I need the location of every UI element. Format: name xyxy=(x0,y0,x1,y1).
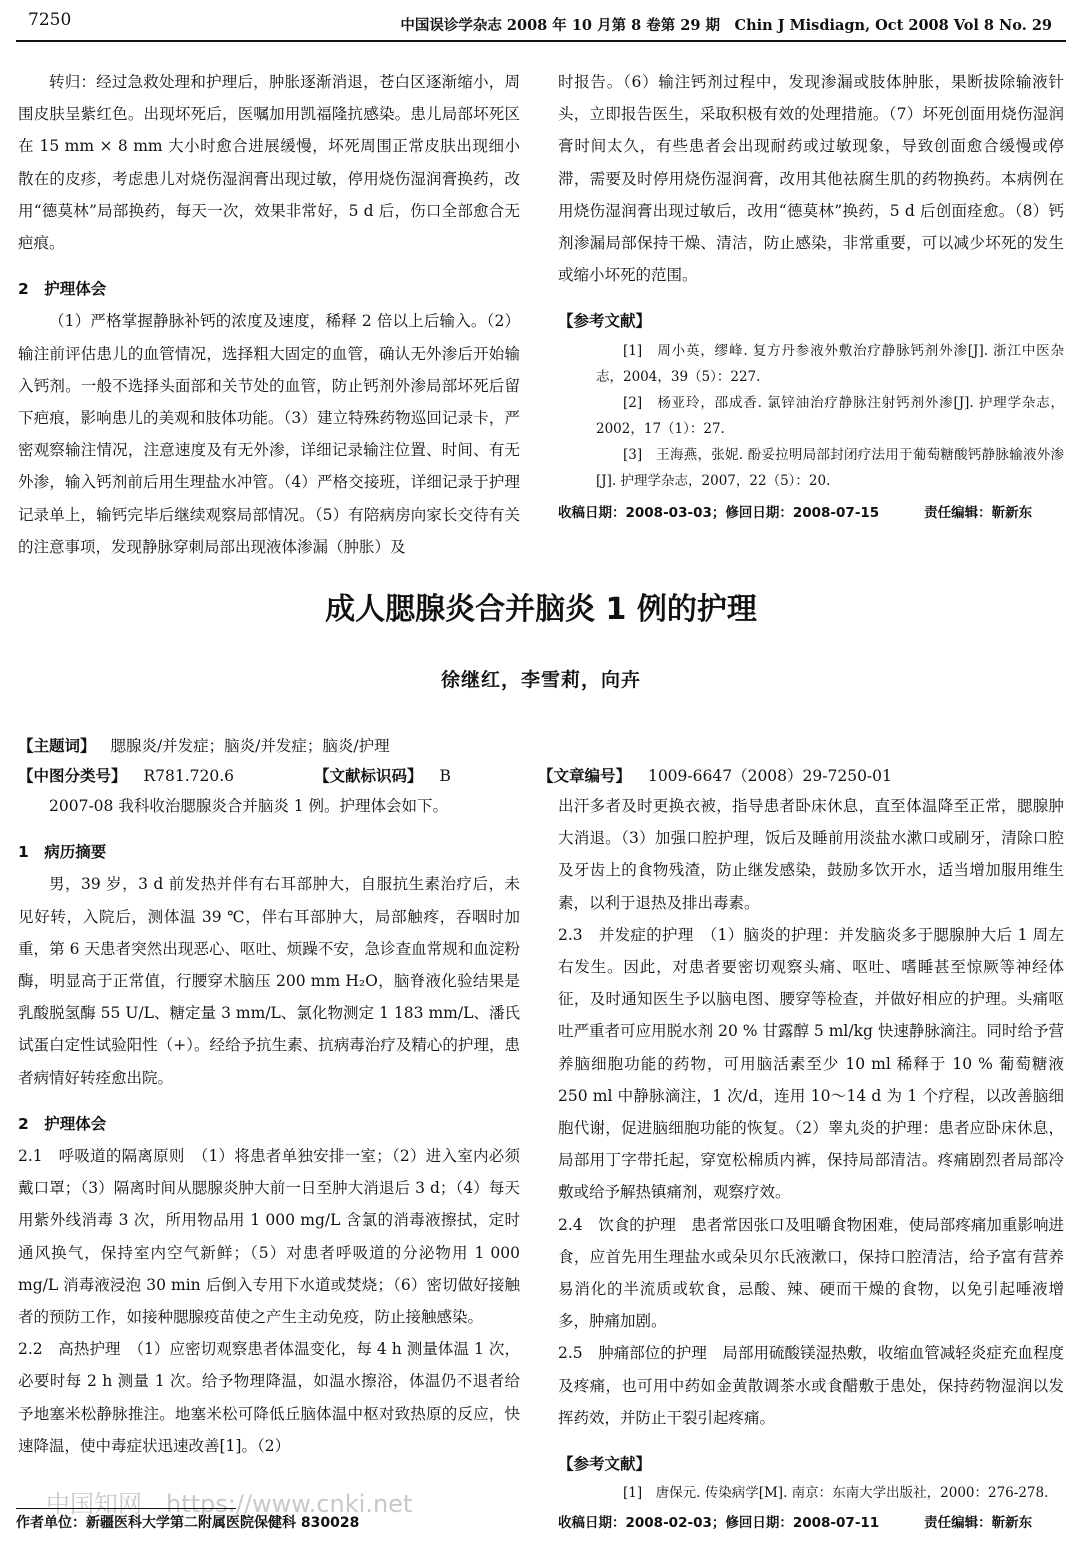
intro-paragraph: 2007-08 我科收治腮腺炎合并脑炎 1 例。护理体会如下。 xyxy=(49,797,449,815)
reference-item: [1] 唐保元. 传染病学[M]. 南京：东南大学出版社，2000：276-278. xyxy=(623,1485,1049,1502)
section2-2-continuation: 出汗多者及时更换衣被，指导患者卧床休息，直至体温降至正常，腮腺肿大消退。（3）加强口腔护理，饭后及睡前用淡盐水漱口或刷牙，清除口腔及牙齿上的食物残渣，防止继发感染，鼓励多饮开水，适当增加服用维生素，以利于退热及排出毒素。 xyxy=(558,797,1064,912)
clc-line xyxy=(18,764,234,786)
prev-dates-line xyxy=(558,496,1064,529)
section1-heading: 1 病历摘要 xyxy=(18,843,107,862)
received-dates: 收稿日期：2008-03-03；修回日期：2008-07-15 xyxy=(558,504,880,521)
doc-code-line xyxy=(314,764,451,786)
prev-refs-list xyxy=(558,338,1064,494)
article-right-column xyxy=(558,790,1064,1539)
article-dates-line xyxy=(558,1506,1064,1539)
article-title: 成人腮腺炎合并脑炎 1 例的护理 xyxy=(325,592,757,627)
page-number: 7250 xyxy=(28,10,72,30)
prev-right-text: 时报告。（6）输注钙剂过程中，发现渗漏或肢体肿胀，果断拔除输液针头，立即报告医生，采取积极有效的处理措施。（7）坏死创面用烧伤湿润膏时间太久，有些患者会出现耐药或过敏现象，导致创面愈合缓慢或停滞，需要及时停用烧伤湿润膏，改用其他祛腐生肌的药物换药。本病例在用烧伤湿润膏出现过敏后，改用“德莫林”换药，5 d 后创面痊愈。（8）钙剂渗漏局部保持干燥、清洁，防止感染，非常重要，可以减少坏死的发生或缩小坏死的范围。 xyxy=(558,73,1064,285)
doc-code-label: 【文献标识码】 xyxy=(314,767,423,785)
section2-1: 2.1 呼吸道的隔离原则 （1）将患者单独安排一室；（2）进入室内必须戴口罩；（3）隔离时间从腮腺炎肿大前一日至肿大消退后 3 d；（4）每天用紫外线消毒 3 次，所用物品用 1 000 mg/L 含氯的消毒液擦拭，定时通风换气，保持室内空气新鲜；（5）对患者呼吸道的分泌物用 1 000 mg/L 消毒液浸泡 30 min 后倒入专用下水道或焚烧；（6）密切做好接触者的预防工作，如接种腮腺疫苗使之产生主动免疫，防止接触感染。 xyxy=(18,1147,520,1327)
article-left-column xyxy=(18,790,520,1462)
clc-label: 【中图分类号】 xyxy=(18,767,127,785)
article-authors: 徐继红，李雪莉，向卉 xyxy=(440,669,641,691)
section2-5: 2.5 肿痛部位的护理 局部用硫酸镁湿热敷，收缩血管减轻炎症充血程度及疼痛，也可用中药如金黄散调茶水或食醋敷于患处，保持药物湿润以发挥药效，并防止干裂引起疼痛。 xyxy=(558,1344,1064,1427)
header-rule xyxy=(16,40,1066,42)
reference-item: [1] 周小英，缪峰. 复方丹参液外敷治疗静脉钙剂外渗[J]. 浙江中医杂志，2004，39（5）：227. xyxy=(596,342,1064,385)
keywords-line xyxy=(18,734,390,756)
article-no-line xyxy=(538,764,892,786)
received-dates: 收稿日期：2008-02-03；修回日期：2008-07-11 xyxy=(558,1515,880,1532)
prev-section2-heading: 2 护理体会 xyxy=(18,280,107,299)
footnote-rule xyxy=(16,1508,236,1509)
author-affiliation: 作者单位：新疆医科大学第二附属医院保健科 830028 xyxy=(16,1515,360,1531)
article-no-label: 【文章编号】 xyxy=(538,767,632,785)
reference-item: [2] 杨亚玲，邵成香. 氯锌油治疗静脉注射钙剂外渗[J]. 护理学杂志，2002，17（1）：27. xyxy=(596,394,1064,437)
journal-header: 中国误诊学杂志 2008 年 10 月第 8 卷第 29 期 Chin J Misdiagn, Oct 2008 Vol 8 No. 29 xyxy=(400,17,1052,34)
article-no-value: 1009-6647（2008）29-7250-01 xyxy=(647,767,892,785)
prev-left-column xyxy=(18,66,520,563)
section1-text: 男，39 岁，3 d 前发热并伴有右耳部肿大，自服抗生素治疗后，未见好转，入院后，测体温 39 ℃，伴右耳部肿大，局部触疼，吞咽时加重，第 6 天患者突然出现恶心、呕吐、烦躁不安，急诊查血常规和血淀粉酶，明显高于正常值，行腰穿术脑压 200 mm H₂O，脑脊液化验结果是乳酸脱氢酶 55 U/L、糖定量 3 mm/L、氯化物测定 1 183 mm/L、潘氏试蛋白定性试验阳性（+）。经给予抗生素、抗病毒治疗及精心的护理，患者病情好转痊愈出院。 xyxy=(18,875,520,1087)
prev-refs-title: 【参考文献】 xyxy=(558,312,652,331)
section2-2: 2.2 高热护理 （1）应密切观察患者体温变化，每 4 h 测量体温 1 次，必要时每 2 h 测量 1 次。给予物理降温，如温水擦浴，体温仍不退者给予地塞米松静脉推注。地塞米松可降低丘脑体温中枢对致热原的反应，快速降温，使中毒症状迅速改善[1]。（2） xyxy=(18,1340,520,1455)
prev-section2-text: （1）严格掌握静脉补钙的浓度及速度，稀释 2 倍以上后输入。（2）输注前评估患儿的血管情况，选择粗大固定的血管，确认无外渗后开始输入钙剂。一般不选择头面部和关节处的血管，防止钙剂外渗局部坏死后留下疤痕，影响患儿的美观和肢体功能。（3）建立特殊药物巡回记录卡，严密观察输注情况，注意速度及有无外渗，详细记录输注位置、时间、有无外渗，输入钙剂前后用生理盐水冲管。（4）严格交接班，详细记录于护理记录单上，输钙完毕后继续观察局部情况。（5）有陪病房向家长交待有关的注意事项，发现静脉穿刺局部出现液体渗漏（肿胀）及 xyxy=(18,312,520,556)
keywords: 腮腺炎/并发症；脑炎/并发症；脑炎/护理 xyxy=(110,737,390,755)
editor: 责任编辑：靳新东 xyxy=(924,504,1033,521)
keywords-label: 【主题词】 xyxy=(18,737,96,755)
prev-outcome-paragraph: 转归：经过急救处理和护理后，肿胀逐渐消退，苍白区逐渐缩小，周围皮肤呈紫红色。出现坏死后，医嘱加用凯福隆抗感染。患儿局部坏死区在 15 mm × 8 mm 大小时愈合进展缓慢，坏死周围正常皮肤出现细小散在的皮疹，考虑患儿对烧伤湿润膏出现过敏，停用烧伤湿润膏换药，改用“德莫林”局部换药，每天一次，效果非常好，5 d 后，伤口全部愈合无疤痕。 xyxy=(18,73,520,253)
article-refs-title: 【参考文献】 xyxy=(558,1455,652,1474)
section2-heading: 2 护理体会 xyxy=(18,1114,107,1133)
clc-value: R781.720.6 xyxy=(143,767,235,785)
doc-code-value: B xyxy=(439,767,451,785)
editor: 责任编辑：靳新东 xyxy=(924,1515,1033,1532)
reference-item: [3] 王海燕，张妮. 酚妥拉明局部封闭疗法用于葡萄糖酸钙静脉输液外渗[J]. 护理学杂志，2007，22（5）：20. xyxy=(596,446,1065,489)
section2-4: 2.4 饮食的护理 患者常因张口及咀嚼食物困难，使局部疼痛加重影响进食，应首先用生理盐水或朵贝尔氏液漱口，保持口腔清洁，给予富有营养易消化的半流质或软食，忌酸、辣、硬而干燥的食物，以免引起唾液增多，肿痛加剧。 xyxy=(558,1215,1064,1331)
section2-3: 2.3 并发症的护理 （1）脑炎的护理：并发脑炎多于腮腺肿大后 1 周左右发生。因此，对患者要密切观察头痛、呕吐、嗜睡甚至惊厥等神经体征，及时通知医生予以脑电图、腰穿等检查，并做好相应的护理。头痛呕吐严重者可应用脱水剂 20 % 甘露醇 5 ml/kg 快速静脉滴注。同时给予营养脑细胞功能的药物，可用脑活素至少 10 ml 稀释于 10 % 葡萄糖液 250 ml 中静脉滴注，1 次/d，连用 10～14 d 为 1 个疗程，以改善脑细胞代谢，促进脑细胞功能的恢复。（2）睾丸炎的护理：患者应卧床休息，局部用丁字带托起，穿宽松棉质内裤，保持局部清洁。疼痛剧烈者局部冷敷或给予解热镇痛剂，观察疗效。 xyxy=(558,925,1064,1202)
prev-right-column xyxy=(558,66,1064,529)
cnki-watermark: 中国知网 https://www.cnki.net xyxy=(46,1490,413,1518)
